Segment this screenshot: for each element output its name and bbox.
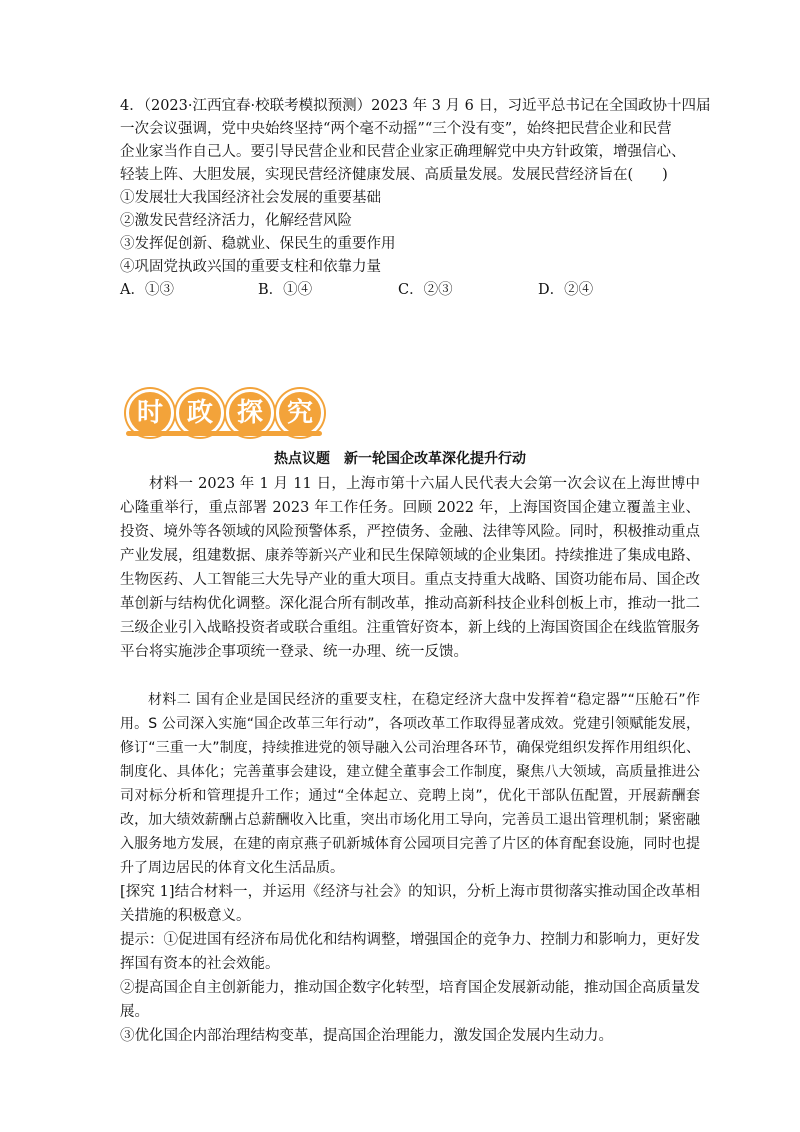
- hint-3: ③优化国企内部治理结构变革，提高国企治理能力，激发国企发展内生动力。: [120, 1028, 613, 1044]
- banner-char: 探: [226, 389, 274, 437]
- material-2-text: 国有企业是国民经济的重要支柱，在稳定经济大盘中发挥着“稳定器”“压舱石”作用。S 公司深入实施“国企改革三年行动”，各项改革工作取得显著成效。党建引领赋能发展，修订“三重一大”制度，持续推进党的领导融入公司治理各环节，确保党组织发挥作用组织化、制度化、具体化；完善董事会建设，建立健全董事会工作制度，聚焦八大领域，高质量推进公司对标分析和管理提升工作；通过“全体起立、竞聘上岗”，优化干部队伍配置，开展薪酬套改，加大绩效薪酬占总薪酬收入比重，突出市场化用工导向，完善员工退出管理机制；紧密融入服务地方发展，在建的南京燕子矶新城体育公园项目完善了片区的体育配套设施，同时也提升了周边居民的体育文化生活品质。: [120, 692, 700, 876]
- hint-label: 提示：: [120, 932, 164, 948]
- banner-underline: [126, 431, 322, 436]
- explore-label: [探究 1]: [120, 884, 175, 900]
- statement-1: ①发展壮大我国经济社会发展的重要基础: [120, 190, 381, 206]
- hint-2: ②提高国企自主创新能力，推动国企数字化转型，培育国企发展新动能，推动国企高质量发展。: [120, 980, 700, 1020]
- option-b: B．①④: [258, 282, 313, 298]
- option-c: C．②③: [398, 282, 453, 298]
- statement-2: ②激发民营经济活力，化解经营风险: [120, 213, 352, 229]
- banner-char: 政: [176, 389, 224, 437]
- option-d: D．②④: [538, 282, 594, 298]
- statement-4: ④巩固党执政兴国的重要支柱和依靠力量: [120, 259, 381, 275]
- hint-1: [120, 928, 700, 976]
- section-banner: [122, 382, 327, 438]
- explore-question: [120, 880, 700, 928]
- banner-char: 究: [276, 389, 324, 437]
- hint-1-text: ①促进国有经济布局优化和结构调整，增强国企的竞争力、控制力和影响力，更好发挥国有资本的社会效能。: [120, 932, 700, 972]
- explore-1: [120, 880, 700, 1048]
- question-stem-line: 一次会议强调，党中央始终坚持“两个毫不动摇”“三个没有变”，始终把民营企业和民营: [120, 121, 672, 137]
- question-stem-line: 4．（2023·江西宜春·校联考模拟预测）2023 年 3 月 6 日，习近平总书记在全国政协十四届: [120, 98, 711, 114]
- question-stem-line: 轻装上阵、大胆发展，实现民营经济健康发展、高质量发展。发展民营经济旨在( ): [120, 167, 668, 183]
- material-1-text: 材料一 2023 年 1 月 11 日，上海市第十六届人民代表大会第一次会议在上海世博中心隆重举行，重点部署 2023 年工作任务。回顾 2022 年，上海国资国企建立覆盖主业、投资、境外等各领域的风险预警体系，严控债务、金融、法律等风险。同时，积极推动重点产业发展，组建数据、康养等新兴产业和民生保障领域的企业集团。持续推进了集成电路、生物医药、人工智能三大先导产业的重大项目。重点支持重大战略、国资功能布局、国企改革创新与结构优化调整。深化混合所有制改革，推动高新科技企业科创板上市，推动一批二三级企业引入战略投资者或联合重组。注重管好资本，新上线的上海国资国企在线监管服务平台将实施涉企事项统一登录、统一办理、统一反馈。: [120, 476, 700, 660]
- statement-3: ③发挥促创新、稳就业、保民生的重要作用: [120, 236, 396, 252]
- topic-title: 热点议题 新一轮国企改革深化提升行动: [274, 451, 526, 467]
- material-2: [120, 688, 700, 880]
- question-4: [120, 95, 711, 302]
- material-2-paragraph: [120, 688, 700, 880]
- answer-options: [120, 279, 690, 302]
- option-a: A．①③: [120, 282, 174, 298]
- material-1: [120, 472, 700, 664]
- question-stem-line: 企业家当作自己人。要引导民营企业和民营企业家正确理解党中央方针政策，增强信心、: [120, 144, 686, 160]
- material-2-lead: 材料二: [148, 692, 192, 708]
- banner-char: 时: [126, 389, 174, 437]
- explore-question-text: 结合材料一，并运用《经济与社会》的知识，分析上海市贯彻落实推动国企改革相关措施的积极意义。: [120, 884, 701, 924]
